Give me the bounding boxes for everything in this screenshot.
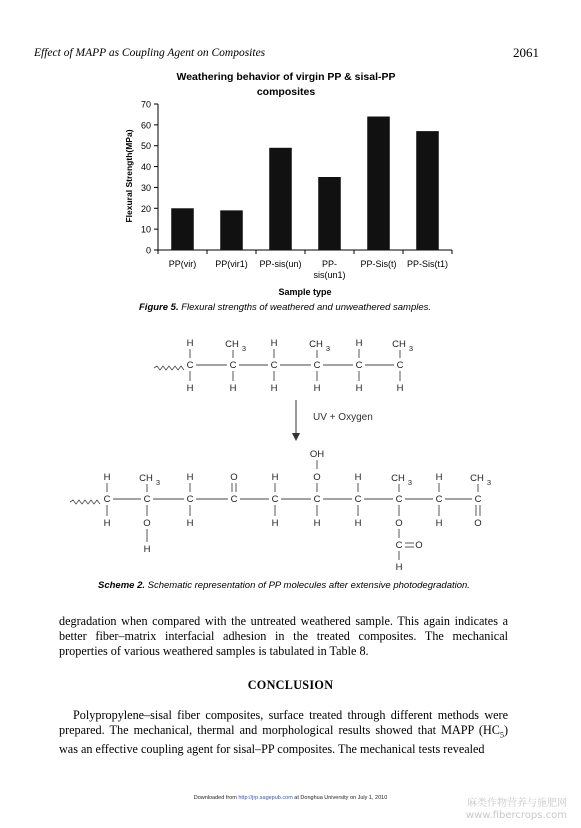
chain-continuation <box>154 366 184 370</box>
watermark-line1: 麻类作物营养与施肥网 <box>467 798 567 809</box>
chart-title-line1: Weathering behavior of virgin PP & sisal-PP <box>176 71 396 83</box>
flexural-strength-chart <box>0 0 581 300</box>
scheme-2-label: Scheme 2. <box>98 580 145 591</box>
carbon-atom: C <box>270 360 278 371</box>
chart-bar <box>318 177 341 250</box>
chart-y-tick-label: 0 <box>145 245 151 256</box>
scheme-2-caption <box>98 580 470 591</box>
hydrogen-atom: H <box>270 383 278 394</box>
running-title: Effect of MAPP as Coupling Agent on Composites <box>34 47 266 59</box>
methyl-subscript: 3 <box>241 344 247 353</box>
carbon-atom: C <box>395 540 403 551</box>
methyl-ch: CH <box>309 339 323 350</box>
chart-x-tick-label: PP- <box>321 259 338 269</box>
hydrogen-atom: H <box>103 472 111 483</box>
carbon-atom: C <box>186 360 194 371</box>
carbon-atom: C <box>229 360 237 371</box>
methyl-subscript: 3 <box>486 478 492 487</box>
carbon-atom: C <box>230 494 238 505</box>
methyl-subscript: 3 <box>408 344 414 353</box>
chart-y-axis-label: Flexural Strength(MPa) <box>124 129 134 223</box>
carbon-atom: C <box>313 494 321 505</box>
chart-y-tick-label: 40 <box>140 162 151 173</box>
hydrogen-atom: H <box>186 338 194 349</box>
conclusion-subscript: 5 <box>499 730 504 740</box>
figure-5-text: Flexural strengths of weathered and unweathered samples. <box>181 302 432 313</box>
download-suffix: at Donghua University on July 1, 2010 <box>292 795 388 801</box>
hydrogen-atom: H <box>396 383 404 394</box>
hydrogen-atom: H <box>186 472 194 483</box>
chart-bars <box>171 117 439 250</box>
chart-x-tick-label: PP(vir) <box>168 259 197 269</box>
download-prefix: Downloaded from <box>193 795 239 801</box>
oxygen-atom: O <box>474 518 482 529</box>
methyl-subscript: 3 <box>325 344 331 353</box>
chart-x-tick-label: PP-Sis(t) <box>360 259 397 269</box>
carbon-atom: C <box>313 360 321 371</box>
oxygen-atom: O <box>230 472 238 483</box>
chart-bar <box>220 210 243 250</box>
hydrogen-atom: H <box>355 338 363 349</box>
methyl-ch: CH <box>391 473 405 484</box>
hydrogen-atom: H <box>229 383 237 394</box>
carbon-atom: C <box>271 494 279 505</box>
degraded-pp-chain <box>70 449 491 573</box>
carbon-atom: C <box>354 494 362 505</box>
carbon-atom: C <box>355 360 363 371</box>
carbon-atom: C <box>396 360 404 371</box>
chart-y-tick-label: 60 <box>140 120 151 131</box>
hydrogen-atom: H <box>143 544 151 555</box>
hydrogen-atom: H <box>355 383 363 394</box>
methyl-subscript: 3 <box>407 478 413 487</box>
hydrogen-atom: H <box>271 518 279 529</box>
watermark-line2: www.fibercrops.com <box>465 810 567 821</box>
photodegradation-scheme <box>0 330 581 580</box>
chart-x-tick-label: sis(un1) <box>313 270 346 280</box>
hydrogen-atom: H <box>354 518 362 529</box>
hydrogen-atom: H <box>186 383 194 394</box>
methyl-ch: CH <box>392 339 406 350</box>
hydrogen-atom: H <box>435 518 443 529</box>
carbon-atom: C <box>103 494 111 505</box>
download-link[interactable]: http://jrp.sagepub.com <box>238 795 293 801</box>
hydrogen-atom: H <box>354 472 362 483</box>
intact-pp-chain <box>154 338 413 394</box>
chart-x-tick-label: PP-sis(un) <box>259 259 302 269</box>
hydrogen-atom: H <box>103 518 111 529</box>
conclusion-text-2: ) was an effective coupling agent for sisal–PP composites. The mechanical tests revealed <box>59 723 508 757</box>
chart-y-tick-label: 70 <box>140 99 151 110</box>
chart-y-tick-label: 20 <box>140 203 151 214</box>
chart-y-tick-label: 30 <box>140 182 151 193</box>
chart-bar <box>416 131 439 250</box>
figure-5-label: Figure 5. <box>139 302 179 313</box>
chart-x-tick-label: PP(vir1) <box>215 259 248 269</box>
carbon-atom: C <box>435 494 443 505</box>
figure-5-caption <box>139 302 431 313</box>
hydrogen-atom: H <box>270 338 278 349</box>
chart-bar <box>367 117 390 250</box>
hydrogen-atom: H <box>435 472 443 483</box>
oxygen-atom: O <box>143 518 151 529</box>
methyl-ch: CH <box>470 473 484 484</box>
page-number: 2061 <box>513 45 539 60</box>
chart-y-tick-label: 50 <box>140 141 151 152</box>
site-watermark <box>466 798 567 822</box>
hydrogen-atom: H <box>313 383 321 394</box>
carbon-atom: C <box>395 494 403 505</box>
chain-continuation <box>70 500 100 504</box>
hydrogen-atom: H <box>271 472 279 483</box>
chart-title-line2: composites <box>256 86 316 98</box>
chart-bar <box>269 148 292 250</box>
oxygen-atom: O <box>415 540 423 551</box>
scheme-2-text: Schematic representation of PP molecules after extensive photodegradation. <box>147 580 470 591</box>
hydrogen-atom: H <box>395 562 403 573</box>
oxygen-atom: O <box>313 472 321 483</box>
hydrogen-atom: H <box>186 518 194 529</box>
chart-x-tick-labels <box>169 259 448 280</box>
methyl-subscript: 3 <box>155 478 161 487</box>
chart-y-tick-label: 10 <box>140 224 151 235</box>
conclusion-text-1: Polypropylene–sisal fiber composites, surface treated through different methods were prepared. The mechanical, thermal and morphological results showed that MAPP (HC <box>59 708 508 737</box>
chart-bar <box>171 208 194 250</box>
conclusion-paragraph <box>59 708 508 757</box>
methyl-ch: CH <box>225 339 239 350</box>
carbon-atom: C <box>474 494 482 505</box>
body-paragraph: degradation when compared with the untreated weathered sample. This again indicates a better fiber–matrix interfacial adhesion in the treated composites. The mechanical properties of various weathered samples is tabulated in Table 8. <box>59 614 508 658</box>
carbon-atom: C <box>143 494 151 505</box>
methyl-ch: CH <box>139 473 153 484</box>
chart-x-axis-label: Sample type <box>278 287 332 297</box>
hydrogen-atom: H <box>313 518 321 529</box>
hydroxyl-group: OH <box>309 449 325 460</box>
reaction-condition: UV + Oxygen <box>313 412 373 423</box>
oxygen-atom: O <box>395 518 403 529</box>
conclusion-heading: CONCLUSION <box>247 678 334 692</box>
chart-x-tick-label: PP-Sis(t1) <box>406 259 449 269</box>
carbon-atom: C <box>186 494 194 505</box>
